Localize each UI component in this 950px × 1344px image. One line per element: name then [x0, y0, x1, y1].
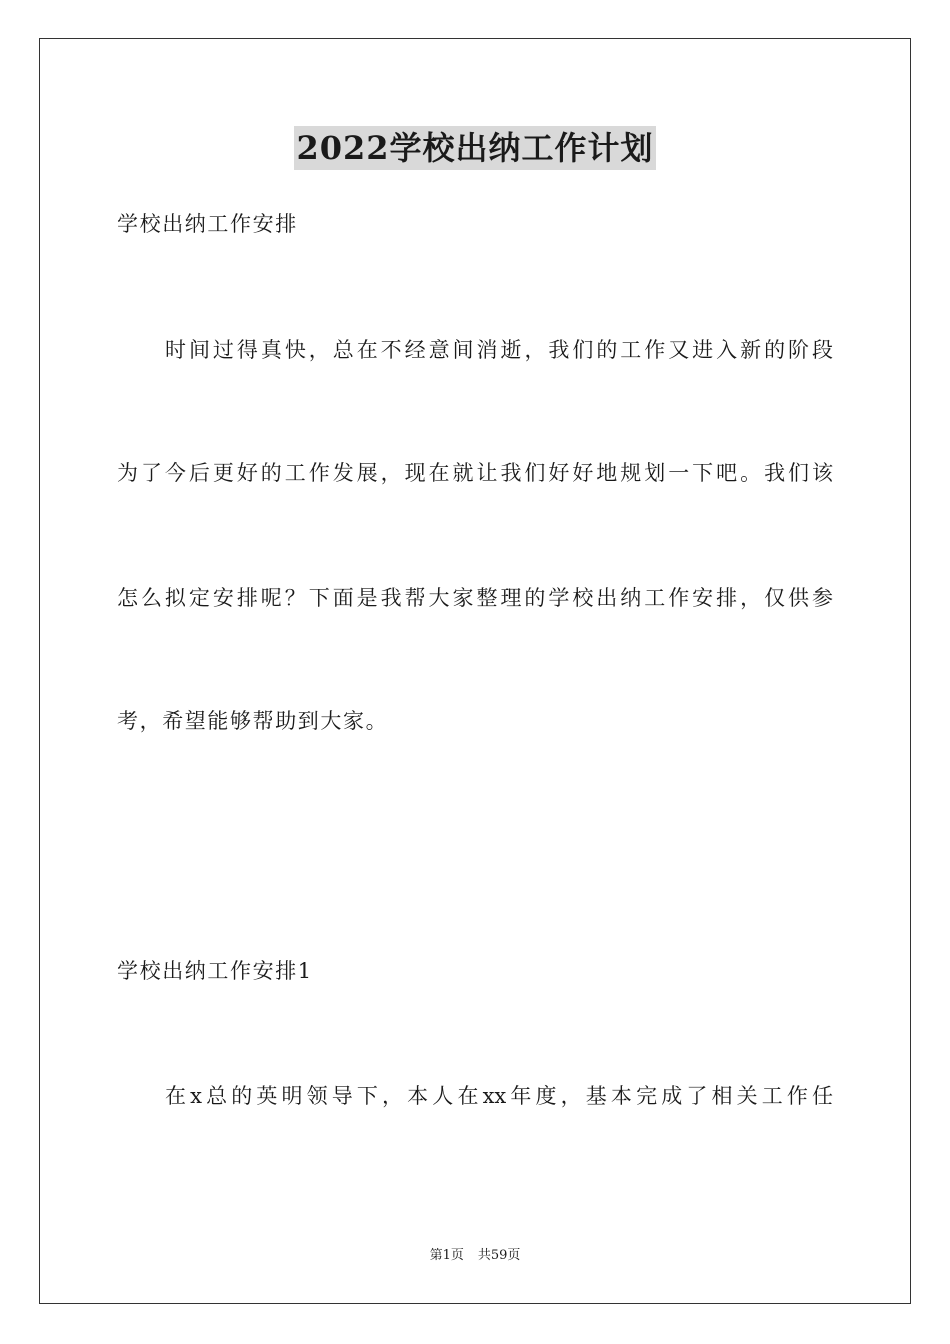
paragraph-line: 为了今后更好的工作发展，现在就让我们好好地规划一下吧。我们该	[117, 461, 833, 485]
document-title: 2022学校出纳工作计划	[294, 126, 655, 170]
title-container	[0, 126, 950, 170]
paragraph-line: 时间过得真快，总在不经意间消逝，我们的工作又进入新的阶段	[165, 338, 833, 362]
paragraph-line: 怎么拟定安排呢？下面是我帮大家整理的学校出纳工作安排，仅供参	[117, 586, 833, 610]
paragraph-line: 在x总的英明领导下，本人在xx年度，基本完成了相关工作任	[165, 1084, 833, 1108]
page-number: 第1页	[429, 1248, 464, 1263]
page-total: 共59页	[477, 1248, 521, 1263]
page-footer	[0, 1246, 950, 1266]
paragraph-line: 考，希望能够帮助到大家。	[117, 709, 389, 733]
section-heading-1: 学校出纳工作安排1	[117, 959, 313, 983]
section-heading: 学校出纳工作安排	[117, 212, 298, 236]
